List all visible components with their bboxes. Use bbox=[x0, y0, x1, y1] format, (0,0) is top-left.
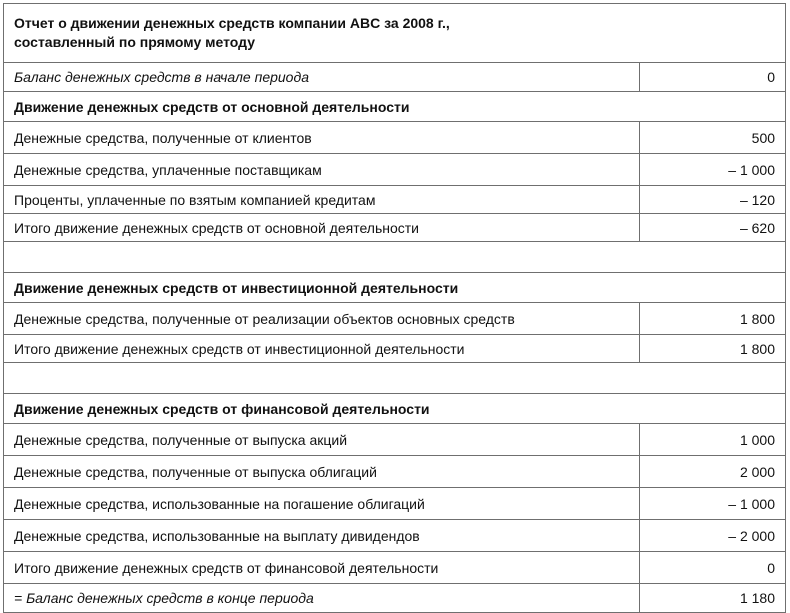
row-label: Денежные средства, полученные от клиентов bbox=[4, 122, 640, 154]
row-value: – 1 000 bbox=[640, 154, 786, 186]
row-value: 1 800 bbox=[640, 303, 786, 335]
investing-total-label: Итого движение денежных средств от инвестиционной деятельности bbox=[4, 335, 640, 363]
financing-total-row bbox=[4, 552, 786, 584]
operating-total-label: Итого движение денежных средств от основной деятельности bbox=[4, 214, 640, 242]
table-row bbox=[4, 154, 786, 186]
row-value: – 120 bbox=[640, 186, 786, 214]
cash-flow-statement-table bbox=[3, 3, 786, 613]
report-title-row bbox=[4, 4, 786, 63]
row-label: Денежные средства, полученные от реализации объектов основных средств bbox=[4, 303, 640, 335]
row-value: 500 bbox=[640, 122, 786, 154]
opening-balance-row bbox=[4, 63, 786, 92]
financing-total-label: Итого движение денежных средств от финансовой деятельности bbox=[4, 552, 640, 584]
table-row bbox=[4, 456, 786, 488]
row-value: 1 000 bbox=[640, 424, 786, 456]
row-label: Денежные средства, уплаченные поставщикам bbox=[4, 154, 640, 186]
spacer-cell bbox=[4, 363, 786, 394]
financing-section-heading: Движение денежных средств от финансовой деятельности bbox=[4, 394, 786, 424]
financing-total-value: 0 bbox=[640, 552, 786, 584]
table-row bbox=[4, 186, 786, 214]
opening-balance-value: 0 bbox=[640, 63, 786, 92]
operating-section-heading: Движение денежных средств от основной деятельности bbox=[4, 92, 786, 122]
investing-total-row bbox=[4, 335, 786, 363]
report-title-line1: Отчет о движении денежных средств компании ABC за 2008 г., bbox=[14, 15, 450, 31]
report-title-line2: составленный по прямому методу bbox=[14, 34, 255, 50]
spacer-row bbox=[4, 242, 786, 273]
closing-balance-value: 1 180 bbox=[640, 584, 786, 613]
operating-section-heading-row bbox=[4, 92, 786, 122]
investing-total-value: 1 800 bbox=[640, 335, 786, 363]
row-label: Проценты, уплаченные по взятым компанией кредитам bbox=[4, 186, 640, 214]
investing-section-heading-row bbox=[4, 273, 786, 303]
closing-balance-label: = Баланс денежных средств в конце периода bbox=[4, 584, 640, 613]
row-value: 2 000 bbox=[640, 456, 786, 488]
financing-section-heading-row bbox=[4, 394, 786, 424]
table-row bbox=[4, 488, 786, 520]
opening-balance-label: Баланс денежных средств в начале периода bbox=[4, 63, 640, 92]
row-value: – 1 000 bbox=[640, 488, 786, 520]
operating-total-value: – 620 bbox=[640, 214, 786, 242]
investing-section-heading: Движение денежных средств от инвестиционной деятельности bbox=[4, 273, 786, 303]
table-row bbox=[4, 303, 786, 335]
row-label: Денежные средства, полученные от выпуска облигаций bbox=[4, 456, 640, 488]
row-label: Денежные средства, использованные на выплату дивидендов bbox=[4, 520, 640, 552]
row-value: – 2 000 bbox=[640, 520, 786, 552]
row-label: Денежные средства, использованные на погашение облигаций bbox=[4, 488, 640, 520]
closing-balance-row bbox=[4, 584, 786, 613]
row-label: Денежные средства, полученные от выпуска акций bbox=[4, 424, 640, 456]
spacer-row bbox=[4, 363, 786, 394]
operating-total-row bbox=[4, 214, 786, 242]
report-title bbox=[4, 4, 786, 63]
table-row bbox=[4, 424, 786, 456]
table-row bbox=[4, 520, 786, 552]
spacer-cell bbox=[4, 242, 786, 273]
table-row bbox=[4, 122, 786, 154]
